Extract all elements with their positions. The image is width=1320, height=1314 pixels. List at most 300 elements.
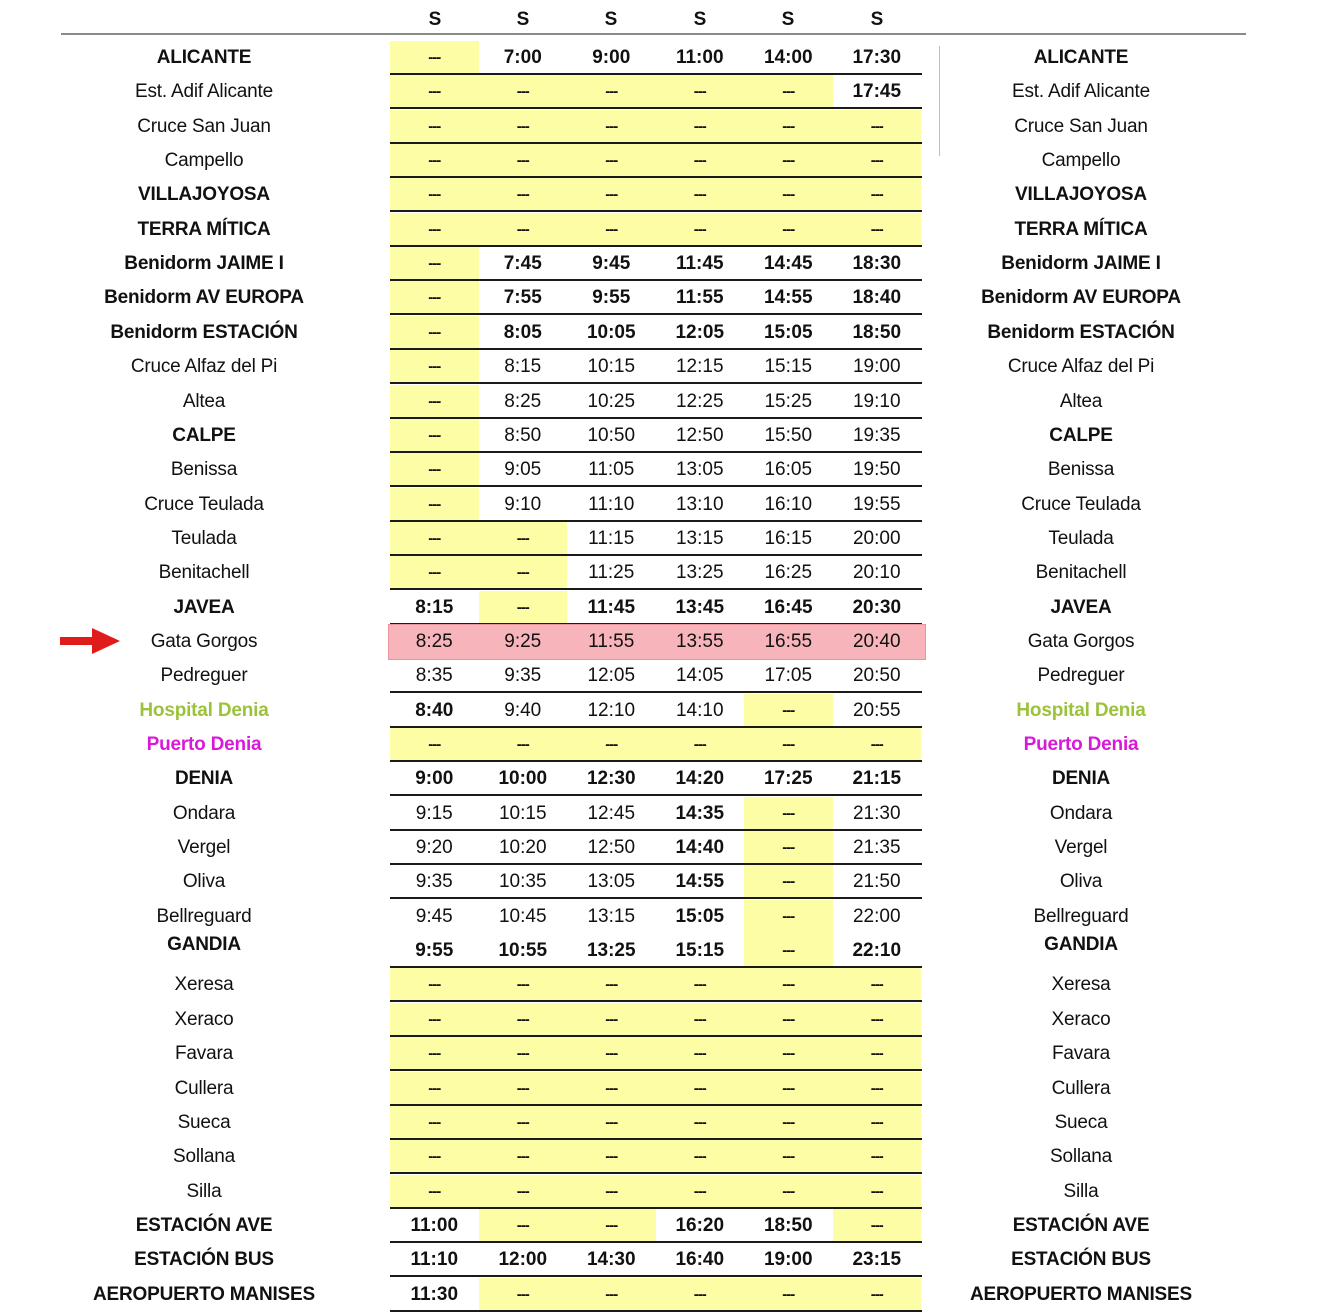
table-row bbox=[0, 178, 1320, 212]
table-row bbox=[0, 41, 1320, 75]
time-cell: 9:00 bbox=[415, 768, 454, 789]
time-cell: 21:15 bbox=[852, 768, 902, 789]
time-cell: --- bbox=[744, 1003, 833, 1037]
stop-name-right: Gata Gorgos bbox=[1027, 631, 1135, 652]
row-divider bbox=[390, 210, 922, 212]
time-cell: 18:50 bbox=[852, 322, 902, 343]
stop-name-right: CALPE bbox=[1049, 425, 1113, 446]
time-cell: --- bbox=[744, 968, 833, 1002]
time-cell: 14:10 bbox=[675, 700, 724, 721]
time-cell: --- bbox=[390, 1106, 479, 1140]
stop-name-right: Xeresa bbox=[1051, 974, 1111, 995]
time-cell: --- bbox=[479, 1003, 568, 1037]
row-divider bbox=[390, 382, 922, 384]
stop-name-left: Altea bbox=[182, 391, 226, 412]
time-cell: --- bbox=[479, 75, 568, 109]
time-cell: 16:10 bbox=[764, 494, 813, 515]
time-cell: 16:05 bbox=[764, 459, 813, 480]
table-row bbox=[0, 1140, 1320, 1174]
time-cell: 16:25 bbox=[764, 562, 813, 583]
stop-name-right: TERRA MÍTICA bbox=[1014, 219, 1148, 240]
stop-name-left: Sueca bbox=[177, 1112, 231, 1133]
stop-name-left: DENIA bbox=[174, 768, 234, 789]
time-cell: 9:20 bbox=[415, 837, 453, 858]
time-cell: 19:55 bbox=[852, 494, 901, 515]
time-cell: 12:50 bbox=[587, 837, 636, 858]
time-cell: --- bbox=[833, 1037, 922, 1071]
time-cell: 10:25 bbox=[587, 391, 636, 412]
stop-name-left: Teulada bbox=[171, 528, 237, 549]
time-cell: 8:05 bbox=[503, 322, 542, 343]
time-cell: 16:20 bbox=[675, 1215, 725, 1236]
time-cell: 17:45 bbox=[852, 81, 902, 102]
time-cell: --- bbox=[833, 728, 922, 762]
stop-name-right: Hospital Denia bbox=[1016, 700, 1146, 721]
row-divider bbox=[390, 897, 922, 899]
time-cell: 16:40 bbox=[675, 1249, 725, 1270]
time-cell: 9:35 bbox=[504, 665, 542, 686]
time-cell: 13:10 bbox=[675, 494, 724, 515]
time-cell: 12:50 bbox=[675, 425, 724, 446]
time-cell: 21:30 bbox=[852, 803, 901, 824]
stop-name-left: Cruce Alfaz del Pi bbox=[130, 356, 278, 377]
time-cell: --- bbox=[390, 1003, 479, 1037]
stop-name-left: Sollana bbox=[173, 1146, 235, 1167]
table-row bbox=[0, 1072, 1320, 1106]
table-row bbox=[0, 1175, 1320, 1209]
time-cell: 13:25 bbox=[586, 940, 636, 961]
time-cell: --- bbox=[833, 968, 922, 1002]
time-cell: --- bbox=[567, 728, 656, 762]
time-cell: 9:45 bbox=[415, 906, 453, 927]
time-cell: 20:30 bbox=[852, 597, 902, 618]
time-cell: 14:20 bbox=[675, 768, 725, 789]
stop-name-right: Cruce Alfaz del Pi bbox=[1007, 356, 1155, 377]
time-cell: --- bbox=[656, 728, 745, 762]
stop-name-right: Pedreguer bbox=[1037, 665, 1125, 686]
time-cell: 10:05 bbox=[586, 322, 636, 343]
time-cell: --- bbox=[833, 1106, 922, 1140]
row-divider bbox=[390, 1310, 922, 1312]
time-cell: --- bbox=[390, 1175, 479, 1209]
time-cell: --- bbox=[479, 1140, 568, 1174]
row-divider bbox=[390, 691, 922, 693]
table-row bbox=[0, 316, 1320, 350]
time-cell: --- bbox=[656, 1175, 745, 1209]
row-divider bbox=[390, 485, 922, 487]
time-cell: --- bbox=[567, 110, 656, 144]
time-cell: --- bbox=[833, 144, 922, 178]
time-cell: --- bbox=[390, 144, 479, 178]
time-cell: --- bbox=[390, 556, 479, 590]
time-cell: --- bbox=[656, 213, 745, 247]
stop-name-right: Sueca bbox=[1054, 1112, 1108, 1133]
time-cell: 9:00 bbox=[592, 47, 631, 68]
time-cell: --- bbox=[567, 1037, 656, 1071]
time-cell: --- bbox=[567, 1072, 656, 1106]
time-cell: --- bbox=[479, 1278, 568, 1312]
table-row bbox=[0, 453, 1320, 487]
time-cell: 16:15 bbox=[764, 528, 813, 549]
time-cell: 11:55 bbox=[675, 287, 724, 308]
time-cell: --- bbox=[656, 1106, 745, 1140]
table-row bbox=[0, 556, 1320, 590]
stop-name-right: Xeraco bbox=[1051, 1009, 1111, 1030]
time-cell: --- bbox=[833, 213, 922, 247]
time-cell: 10:35 bbox=[498, 871, 547, 892]
time-cell: 11:05 bbox=[588, 459, 635, 480]
time-cell: 13:25 bbox=[675, 562, 724, 583]
time-cell: --- bbox=[833, 178, 922, 212]
stop-name-right: Cullera bbox=[1051, 1078, 1111, 1099]
time-cell: 10:20 bbox=[498, 837, 547, 858]
time-cell: 19:00 bbox=[852, 356, 901, 377]
time-cell: --- bbox=[567, 1106, 656, 1140]
table-row bbox=[0, 934, 1320, 968]
time-cell: 10:00 bbox=[498, 768, 548, 789]
time-cell: --- bbox=[656, 1003, 745, 1037]
time-cell: --- bbox=[833, 1209, 922, 1243]
time-cell: 17:25 bbox=[763, 768, 813, 789]
stop-name-left: ESTACIÓN BUS bbox=[134, 1249, 274, 1270]
table-row bbox=[0, 797, 1320, 831]
time-cell: 8:15 bbox=[504, 356, 542, 377]
time-cell: --- bbox=[479, 1072, 568, 1106]
time-cell: --- bbox=[567, 1209, 656, 1243]
time-cell: 9:55 bbox=[415, 940, 454, 961]
stop-name-left: Favara bbox=[175, 1043, 233, 1064]
time-cell: 22:00 bbox=[852, 906, 901, 927]
time-cell: 14:55 bbox=[763, 287, 813, 308]
stop-name-left: JAVEA bbox=[173, 597, 235, 618]
stop-name-right: Favara bbox=[1052, 1043, 1110, 1064]
time-cell: --- bbox=[479, 1106, 568, 1140]
time-cell: --- bbox=[656, 1140, 745, 1174]
time-cell: --- bbox=[390, 350, 479, 384]
time-cell: --- bbox=[567, 1003, 656, 1037]
time-cell: --- bbox=[390, 213, 479, 247]
time-cell: 12:10 bbox=[587, 700, 636, 721]
day-header: S bbox=[604, 9, 618, 30]
stop-name-right: AEROPUERTO MANISES bbox=[970, 1284, 1192, 1305]
time-cell: --- bbox=[744, 1106, 833, 1140]
time-cell: 9:15 bbox=[415, 803, 453, 824]
time-cell: --- bbox=[744, 110, 833, 144]
time-cell: --- bbox=[744, 900, 833, 934]
time-cell: --- bbox=[744, 865, 833, 899]
time-cell: 8:15 bbox=[415, 597, 454, 618]
day-header: S bbox=[781, 9, 795, 30]
time-cell: --- bbox=[390, 178, 479, 212]
time-cell: --- bbox=[390, 247, 479, 281]
time-cell: --- bbox=[744, 213, 833, 247]
time-cell: 14:45 bbox=[763, 253, 813, 274]
time-cell: --- bbox=[656, 968, 745, 1002]
table-row bbox=[0, 694, 1320, 728]
time-cell: 12:45 bbox=[587, 803, 636, 824]
time-cell: 15:15 bbox=[675, 940, 725, 961]
time-cell: --- bbox=[744, 75, 833, 109]
time-cell: 7:55 bbox=[503, 287, 542, 308]
stop-name-right: DENIA bbox=[1051, 768, 1111, 789]
stop-name-left: Bellreguard bbox=[156, 906, 252, 927]
time-cell: --- bbox=[744, 1278, 833, 1312]
time-cell: --- bbox=[833, 110, 922, 144]
time-cell: --- bbox=[479, 1037, 568, 1071]
stop-name-left: Hospital Denia bbox=[139, 700, 269, 721]
time-cell: --- bbox=[479, 1209, 568, 1243]
time-cell: 9:40 bbox=[504, 700, 542, 721]
time-cell: --- bbox=[479, 110, 568, 144]
time-cell: --- bbox=[479, 556, 568, 590]
time-cell: --- bbox=[390, 1140, 479, 1174]
table-row bbox=[0, 1037, 1320, 1071]
time-cell: --- bbox=[479, 522, 568, 556]
table-row bbox=[0, 968, 1320, 1002]
day-header: S bbox=[516, 9, 530, 30]
time-cell: --- bbox=[479, 591, 568, 625]
table-row bbox=[0, 522, 1320, 556]
stop-name-left: VILLAJOYOSA bbox=[138, 184, 270, 205]
stop-name-left: TERRA MÍTICA bbox=[137, 219, 271, 240]
table-row bbox=[0, 213, 1320, 247]
time-cell: --- bbox=[567, 1278, 656, 1312]
time-cell: --- bbox=[390, 522, 479, 556]
time-cell: 13:15 bbox=[675, 528, 724, 549]
time-cell: 11:25 bbox=[588, 562, 635, 583]
time-cell: --- bbox=[744, 1037, 833, 1071]
stop-name-right: Benidorm AV EUROPA bbox=[981, 287, 1181, 308]
table-row bbox=[0, 247, 1320, 281]
stop-name-right: Ondara bbox=[1049, 803, 1113, 824]
time-cell: --- bbox=[744, 831, 833, 865]
time-cell: --- bbox=[833, 1003, 922, 1037]
time-cell: 13:05 bbox=[675, 459, 724, 480]
stop-name-left: AEROPUERTO MANISES bbox=[93, 1284, 315, 1305]
time-cell: --- bbox=[833, 1175, 922, 1209]
stop-name-right: ESTACIÓN AVE bbox=[1012, 1215, 1150, 1236]
time-cell: --- bbox=[479, 1175, 568, 1209]
time-cell: --- bbox=[567, 1140, 656, 1174]
time-cell: --- bbox=[744, 797, 833, 831]
time-cell: 11:45 bbox=[587, 597, 636, 618]
time-cell: --- bbox=[656, 75, 745, 109]
row-divider bbox=[390, 1275, 922, 1277]
stop-name-left: Est. Adif Alicante bbox=[135, 81, 273, 102]
table-row bbox=[0, 762, 1320, 796]
stop-name-left: Vergel bbox=[177, 837, 231, 858]
time-cell: 20:55 bbox=[852, 700, 901, 721]
time-cell: 20:40 bbox=[852, 631, 901, 652]
time-cell: 10:50 bbox=[587, 425, 636, 446]
time-cell: --- bbox=[567, 75, 656, 109]
time-cell: 15:05 bbox=[675, 906, 725, 927]
time-cell: 11:45 bbox=[675, 253, 724, 274]
stop-name-right: Est. Adif Alicante bbox=[1012, 81, 1150, 102]
time-cell: 11:10 bbox=[588, 494, 635, 515]
time-cell: 11:30 bbox=[410, 1284, 459, 1305]
time-cell: 9:10 bbox=[504, 494, 542, 515]
time-cell: --- bbox=[390, 1037, 479, 1071]
time-cell: --- bbox=[744, 1175, 833, 1209]
time-cell: 8:25 bbox=[504, 391, 542, 412]
time-cell: --- bbox=[390, 1072, 479, 1106]
time-cell: 11:10 bbox=[410, 1249, 459, 1270]
table-row bbox=[0, 728, 1320, 762]
row-divider bbox=[390, 1069, 922, 1071]
time-cell: --- bbox=[833, 1140, 922, 1174]
time-cell: 19:00 bbox=[763, 1249, 813, 1270]
table-row bbox=[0, 1243, 1320, 1277]
time-cell: 12:30 bbox=[586, 768, 636, 789]
time-cell: 10:15 bbox=[587, 356, 636, 377]
table-row bbox=[0, 110, 1320, 144]
stop-name-right: Vergel bbox=[1054, 837, 1108, 858]
time-cell: 9:45 bbox=[592, 253, 631, 274]
stop-name-left: Ondara bbox=[172, 803, 236, 824]
time-cell: --- bbox=[479, 728, 568, 762]
stop-name-left: CALPE bbox=[172, 425, 236, 446]
time-cell: --- bbox=[567, 968, 656, 1002]
time-cell: 13:05 bbox=[587, 871, 636, 892]
time-cell: 8:40 bbox=[415, 700, 454, 721]
table-row bbox=[0, 625, 1320, 659]
time-cell: 8:50 bbox=[504, 425, 542, 446]
time-cell: 15:15 bbox=[764, 356, 813, 377]
table-row bbox=[0, 1003, 1320, 1037]
time-cell: 14:30 bbox=[586, 1249, 636, 1270]
row-divider bbox=[390, 1000, 922, 1002]
time-cell: 20:10 bbox=[852, 562, 901, 583]
stop-name-left: Benidorm JAIME I bbox=[124, 253, 284, 274]
time-cell: --- bbox=[656, 1072, 745, 1106]
time-cell: 18:40 bbox=[852, 287, 902, 308]
time-cell: 14:40 bbox=[675, 837, 725, 858]
stop-name-left: Cullera bbox=[174, 1078, 234, 1099]
time-cell: 7:00 bbox=[503, 47, 542, 68]
time-cell: 11:15 bbox=[588, 528, 635, 549]
stop-name-right: Sollana bbox=[1050, 1146, 1112, 1167]
time-cell: --- bbox=[390, 281, 479, 315]
stop-name-left: ESTACIÓN AVE bbox=[135, 1215, 273, 1236]
time-cell: --- bbox=[744, 1072, 833, 1106]
time-cell: --- bbox=[744, 694, 833, 728]
time-cell: 17:30 bbox=[852, 47, 902, 68]
stop-name-left: Cruce San Juan bbox=[137, 116, 271, 137]
stop-name-left: Silla bbox=[186, 1181, 222, 1202]
time-cell: 21:35 bbox=[852, 837, 901, 858]
time-cell: --- bbox=[567, 144, 656, 178]
time-cell: 17:05 bbox=[764, 665, 813, 686]
stop-name-left: Benitachell bbox=[158, 562, 250, 583]
stop-name-right: Bellreguard bbox=[1033, 906, 1129, 927]
stop-name-right: VILLAJOYOSA bbox=[1015, 184, 1147, 205]
stop-name-right: Silla bbox=[1063, 1181, 1099, 1202]
time-cell: --- bbox=[390, 41, 479, 75]
time-cell: --- bbox=[744, 144, 833, 178]
time-cell: --- bbox=[479, 144, 568, 178]
row-divider bbox=[390, 313, 922, 315]
table-row bbox=[0, 591, 1320, 625]
time-cell: 22:10 bbox=[852, 940, 902, 961]
time-cell: 11:00 bbox=[675, 47, 724, 68]
table-row bbox=[0, 385, 1320, 419]
time-cell: 18:30 bbox=[852, 253, 902, 274]
table-row bbox=[0, 488, 1320, 522]
table-row bbox=[0, 865, 1320, 899]
time-cell: 15:25 bbox=[764, 391, 813, 412]
time-cell: 13:55 bbox=[675, 631, 724, 652]
row-divider bbox=[390, 1172, 922, 1174]
time-cell: 20:00 bbox=[852, 528, 901, 549]
time-cell: 12:05 bbox=[587, 665, 636, 686]
time-cell: 9:35 bbox=[415, 871, 453, 892]
stop-name-right: Benitachell bbox=[1035, 562, 1127, 583]
time-cell: 12:15 bbox=[675, 356, 724, 377]
time-cell: 14:55 bbox=[675, 871, 725, 892]
time-cell: --- bbox=[390, 453, 479, 487]
time-cell: 12:00 bbox=[498, 1249, 548, 1270]
time-cell: 20:50 bbox=[852, 665, 901, 686]
stop-name-right: Oliva bbox=[1059, 871, 1103, 892]
time-cell: 14:05 bbox=[675, 665, 724, 686]
stop-name-right: Puerto Denia bbox=[1023, 734, 1139, 755]
time-cell: --- bbox=[567, 213, 656, 247]
time-cell: --- bbox=[390, 488, 479, 522]
stop-name-right: Altea bbox=[1059, 391, 1103, 412]
stop-name-left: ALICANTE bbox=[156, 47, 252, 68]
time-cell: 9:05 bbox=[504, 459, 542, 480]
time-cell: --- bbox=[567, 1175, 656, 1209]
table-row bbox=[0, 75, 1320, 109]
time-cell: --- bbox=[744, 934, 833, 968]
time-cell: 11:00 bbox=[410, 1215, 459, 1236]
time-cell: --- bbox=[744, 178, 833, 212]
stop-name-right: Cruce San Juan bbox=[1014, 116, 1148, 137]
time-cell: 11:55 bbox=[588, 631, 635, 652]
time-cell: 23:15 bbox=[852, 1249, 902, 1270]
stop-name-right: JAVEA bbox=[1050, 597, 1112, 618]
table-row bbox=[0, 419, 1320, 453]
time-cell: 16:55 bbox=[764, 631, 813, 652]
time-cell: 14:00 bbox=[763, 47, 813, 68]
time-cell: --- bbox=[656, 110, 745, 144]
time-cell: 12:25 bbox=[675, 391, 724, 412]
stop-name-left: Pedreguer bbox=[160, 665, 248, 686]
stop-name-right: Cruce Teulada bbox=[1021, 494, 1141, 515]
table-row bbox=[0, 1278, 1320, 1312]
time-cell: --- bbox=[833, 1278, 922, 1312]
time-cell: 10:55 bbox=[498, 940, 548, 961]
stop-name-right: ESTACIÓN BUS bbox=[1011, 1249, 1151, 1270]
time-cell: --- bbox=[390, 110, 479, 144]
time-cell: --- bbox=[479, 178, 568, 212]
time-cell: --- bbox=[390, 75, 479, 109]
stop-name-left: Puerto Denia bbox=[146, 734, 262, 755]
stop-name-left: Gata Gorgos bbox=[150, 631, 258, 652]
row-divider bbox=[390, 107, 922, 109]
stop-name-left: GANDIA bbox=[167, 934, 241, 955]
stop-name-right: GANDIA bbox=[1044, 934, 1118, 955]
time-cell: --- bbox=[479, 213, 568, 247]
stop-name-right: ALICANTE bbox=[1033, 47, 1129, 68]
day-header: S bbox=[870, 9, 884, 30]
time-cell: 13:15 bbox=[587, 906, 636, 927]
stop-name-left: Xeresa bbox=[174, 974, 234, 995]
time-cell: --- bbox=[390, 419, 479, 453]
time-cell: 18:50 bbox=[763, 1215, 813, 1236]
stop-name-left: Xeraco bbox=[174, 1009, 234, 1030]
